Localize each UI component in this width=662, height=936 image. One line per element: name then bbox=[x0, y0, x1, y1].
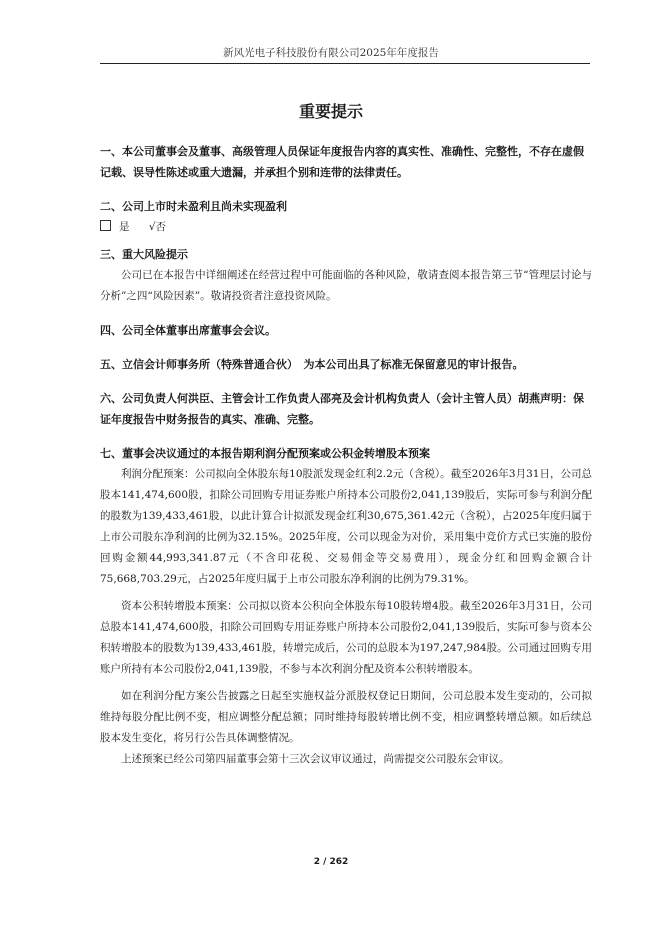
option-yes: 是 bbox=[100, 221, 138, 233]
section-4-heading: 四、公司全体董事出席董事会会议。 bbox=[100, 324, 276, 337]
profit-status-options bbox=[100, 217, 592, 238]
section-6-statement: 六、公司负责人何洪臣、主管会计工作负责人邵亮及会计机构负责人（会计主管人员）胡燕声明：保证年度报告中财务报告的真实、准确、完整。 bbox=[100, 392, 584, 426]
approval-paragraph: 上述预案已经公司第四届董事会第十三次会议审议通过，尚需提交公司股东会审议。 bbox=[121, 753, 510, 765]
section-1-statement: 一、本公司董事会及董事、高级管理人员保证年度报告内容的真实性、准确性、完整性，不存在虚假记载、误导性陈述或重大遗漏，并承担个别和连带的法律责任。 bbox=[100, 145, 584, 179]
section-7-heading: 七、董事会决议通过的本报告期利润分配预案或公积金转增股本预案 bbox=[100, 447, 430, 460]
adjustment-paragraph: 如在利润分配方案公告披露之日起至实施权益分派股权登记日期间，公司总股本发生变动的，公司拟维持每股分配比例不变，相应调整分配总额；同时维持每股转增比例不变，相应调整转增总额。如后续总股本发生变化，将另行公告具体调整情况。 bbox=[100, 690, 592, 744]
section-2-heading: 二、公司上市时未盈利且尚未实现盈利 bbox=[100, 200, 287, 213]
document-body bbox=[100, 141, 592, 770]
option-no: √否 bbox=[148, 221, 167, 233]
profit-distribution-paragraph: 利润分配预案：公司拟向全体股东每10股派发现金红利2.2元（含税）。截至2026年3月31日，公司总股本141,474,600股，扣除公司回购专用证券账户所持本公司股份2,041,139股后，实际可参与利润分配的股数为139,433,461股，以此计算合计拟派发现金红利30,675,361.42元（含税），占2025年度归属于上市公司股东净利润的比例为32.15%。2025年度，公司以现金为对价，采用集中竞价方式已实施的股份回购金额44,993,341.87元（不含印花税、交易佣金等交易费用），现金分红和回购金额合计75,668,703.29元，占2025年度归属于上市公司股东净利润的比例为79.31%。 bbox=[100, 468, 592, 585]
capital-reserve-paragraph: 资本公积转增股本预案：公司拟以资本公积向全体股东每10股转增4股。截至2026年3月31日，公司总股本141,474,600股，扣除公司回购专用证券账户所持本公司股份2,041,139股后，实际可参与资本公积转增股本的股数为139,433,461股，转增完成后，公司的总股本为197,247,984股。公司通过回购专用账户所持有本公司股份2,041,139股，不参与本次利润分配及资本公积转增股本。 bbox=[100, 600, 592, 675]
risk-notice-paragraph: 公司已在本报告中详细阐述在经营过程中可能面临的各种风险，敬请查阅本报告第三节“管理层讨论与分析”之四“风险因素”。敬请投资者注意投资风险。 bbox=[100, 269, 592, 302]
section-3-heading: 三、重大风险提示 bbox=[100, 248, 188, 261]
page-header: 新风光电子科技股份有限公司2025年年度报告 bbox=[223, 47, 439, 59]
section-5-heading: 五、立信会计师事务所（特殊普通合伙） 为本公司出具了标准无保留意见的审计报告。 bbox=[100, 358, 524, 371]
header-divider bbox=[100, 63, 590, 64]
page-number: 2 / 262 bbox=[313, 857, 349, 867]
checkbox-unchecked-icon bbox=[100, 220, 111, 231]
page-title: 重要提示 bbox=[298, 102, 363, 121]
